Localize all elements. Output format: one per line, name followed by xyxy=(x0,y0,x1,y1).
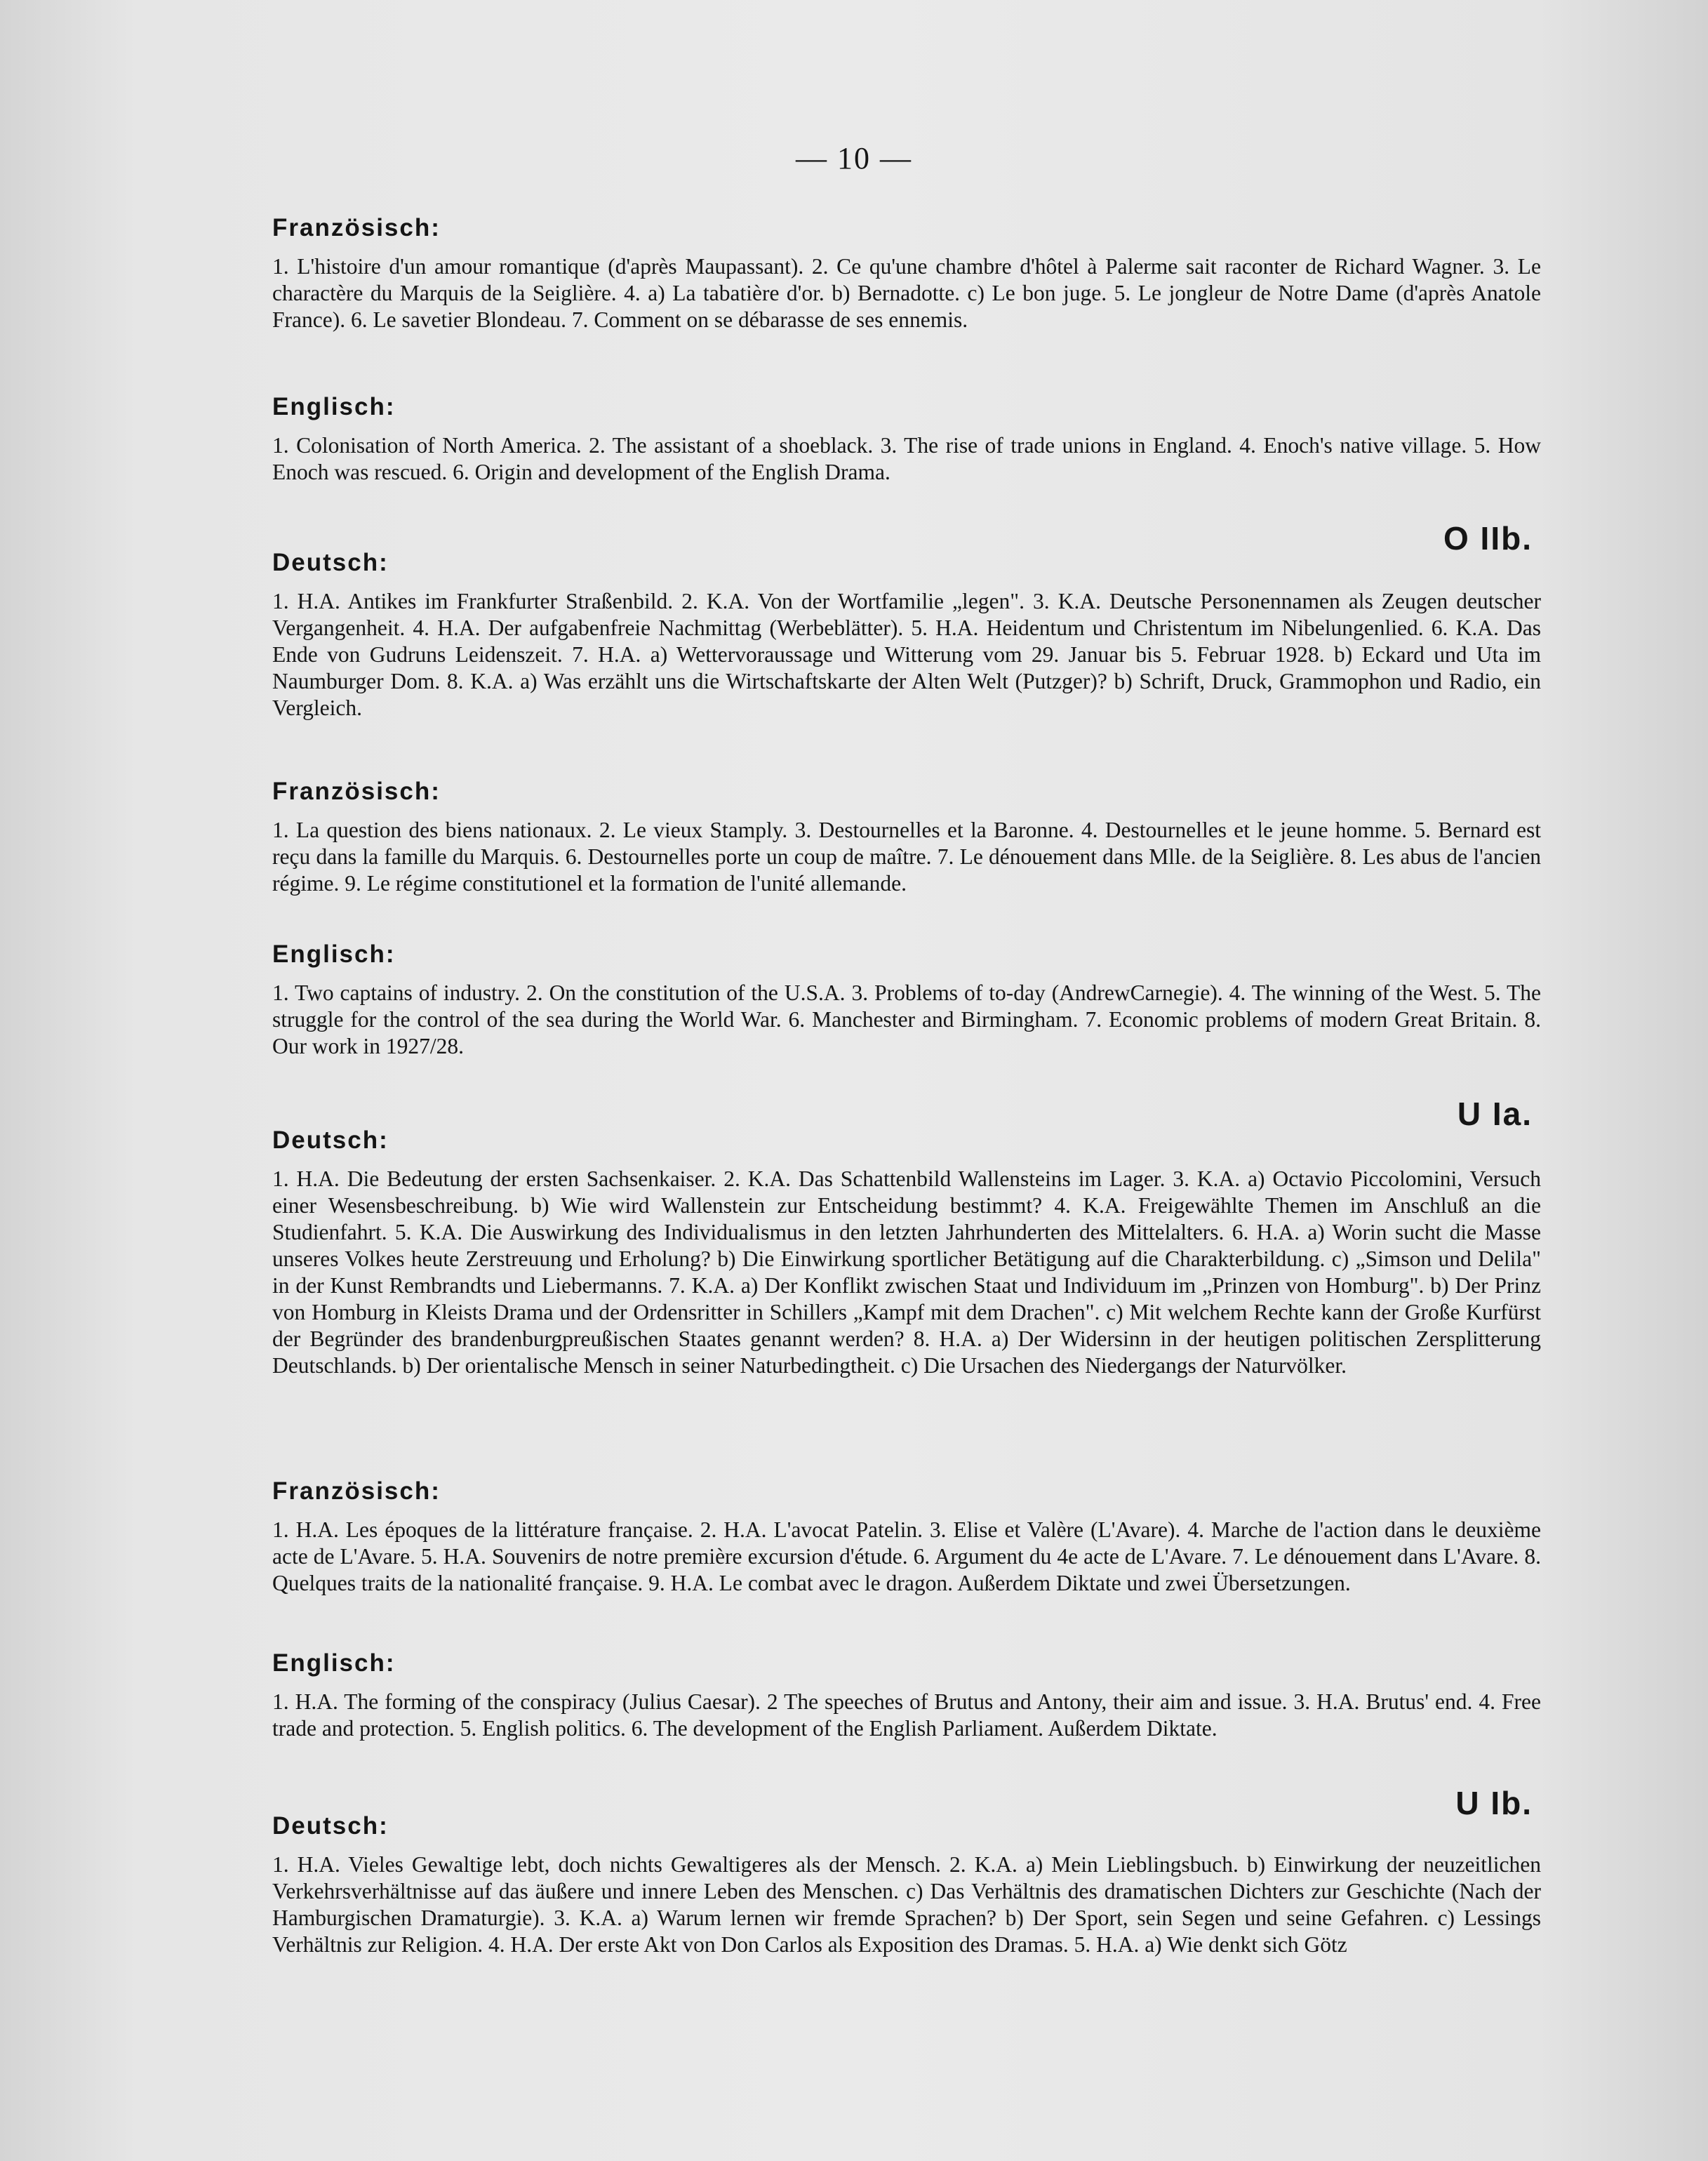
topic-list: 1. H.A. Antikes im Frankfurter Straßenbild. 2. K.A. Von der Wortfamilie „legen". 3. K.A. Deutsche Personennamen als Zeugen deutscher Vergangenheit. 4. H.A. Der aufgabenfreie Nachmittag (Werbeblätter). 5. H.A. Heidentum und Christentum im Nibelungenlied. 6. K.A. Das Ende von Gudruns Leidenszeit. 7. H.A. a) Wettervoraussage und Witterung vom 29. Januar bis 5. Februar 1928. b) Eckard und Uta im Naumburger Dom. 8. K.A. a) Was erzählt uns die Wirtschaftskarte der Alten Welt (Putzger)? b) Schrift, Druck, Grammophon und Radio, ein Vergleich. xyxy=(272,589,1541,720)
topic-list: 1. Two captains of industry. 2. On the constitution of the U.S.A. 3. Problems of to-day (AndrewCarnegie). 4. The winning of the West. 5. The struggle for the control of the sea during the World War. 6. Manchester and Birmingham. 7. Economic problems of modern Great Britain. 8. Our work in 1927/28. xyxy=(272,980,1541,1058)
section-block-englisch-1 xyxy=(272,393,1541,486)
subject-heading: Englisch: xyxy=(272,393,396,420)
section-block-deutsch-u-ib xyxy=(272,1812,1541,1958)
section-block-deutsch-u-ia xyxy=(272,1126,1541,1379)
topic-list: 1. L'histoire d'un amour romantique (d'après Maupassant). 2. Ce qu'une chambre d'hôtel à Palerme sait raconter de Richard Wagner. 3. Le charactère du Marquis de la Seiglière. 4. a) La tabatière d'or. b) Bernadotte. c) Le bon juge. 5. Le jongleur de Notre Dame (d'après Anatole France). 6. Le savetier Blondeau. 7. Comment on se débarasse de ses ennemis. xyxy=(272,254,1541,332)
subject-heading: Französisch: xyxy=(272,778,441,805)
subject-heading: Deutsch: xyxy=(272,1126,389,1154)
section-block-franzoesisch-o-iib xyxy=(272,778,1541,897)
subject-heading: Deutsch: xyxy=(272,549,389,576)
topic-list: 1. H.A. Die Bedeutung der ersten Sachsenkaiser. 2. K.A. Das Schattenbild Wallensteins im Lager. 3. K.A. a) Octavio Piccolomini, Versuch einer Wesensbeschreibung. b) Wie wird Wallenstein zur Entscheidung bestimmt? 4. K.A. Freigewählte Themen im Anschluß an die Studienfahrt. 5. K.A. Die Auswirkung des Individualismus in den letzten Jahrhunderten des Mittelalters. 6. H.A. a) Worin sucht die Masse unseres Volkes heute Zerstreuung und Erholung? b) Die Einwirkung sportlicher Betätigung auf die Charakterbildung. c) „Simson und Delila" in der Kunst Rembrandts und Liebermanns. 7. K.A. a) Der Konflikt zwischen Staat und Individuum im „Prinzen von Homburg". b) Der Prinz von Homburg in Kleists Drama und der Ordensritter in Schillers „Kampf mit dem Drachen". c) Mit welchem Rechte kann der Große Kurfürst der Begründer des brandenburgpreußischen Staates genannt werden? 8. H.A. a) Der Widersinn in der heutigen politischen Zersplitterung Deutschlands. b) Der orientalische Mensch in seiner Naturbedingtheit. c) Die Ursachen des Niedergangs der Naturvölker. xyxy=(272,1166,1541,1378)
class-title-u-ia: U Ia. xyxy=(1457,1096,1533,1132)
section-block-franzoesisch-1 xyxy=(272,214,1541,333)
page-number: — 10 — xyxy=(796,141,912,175)
topic-list: 1. La question des biens nationaux. 2. Le vieux Stamply. 3. Destournelles et la Baronne. 4. Destournelles et le jeune homme. 5. Bernard est reçu dans la famille du Marquis. 6. Destournelles porte un coup de maître. 7. Le dénouement dans Mlle. de la Seiglière. 8. Les abus de l'ancien régime. 9. Le régime constitutionel et la formation de l'unité allemande. xyxy=(272,818,1541,896)
subject-heading: Französisch: xyxy=(272,1477,441,1505)
subject-heading: Französisch: xyxy=(272,214,441,241)
topic-list: 1. H.A. Vieles Gewaltige lebt, doch nichts Gewaltigeres als der Mensch. 2. K.A. a) Mein Lieblingsbuch. b) Einwirkung der neuzeitlichen Verkehrsverhältnisse auf das äußere und innere Leben des Menschen. c) Das Verhältnis des dramatischen Dichters zur Geschichte (Nach der Hamburgischen Dramaturgie). 3. K.A. a) Warum lernen wir fremde Sprachen? b) Der Sport, sein Segen und seine Gefahren. c) Lessings Verhältnis zur Religion. 4. H.A. Der erste Akt von Don Carlos als Exposition des Dramas. 5. H.A. a) Wie denkt sich Götz xyxy=(272,1852,1541,1957)
topic-list: 1. H.A. Les époques de la littérature française. 2. H.A. L'avocat Patelin. 3. Elise et Valère (L'Avare). 4. Marche de l'action dans le deuxième acte de L'Avare. 5. H.A. Souvenirs de notre première excursion d'étude. 6. Argument du 4e acte de L'Avare. 7. Le dénouement dans L'Avare. 8. Quelques traits de la nationalité française. 9. H.A. Le combat avec le dragon. Außerdem Diktate und zwei Übersetzungen. xyxy=(272,1517,1541,1595)
section-block-englisch-o-iib xyxy=(272,940,1541,1060)
section-block-englisch-u-ia xyxy=(272,1649,1541,1742)
subject-heading: Deutsch: xyxy=(272,1812,389,1840)
subject-heading: Englisch: xyxy=(272,940,396,968)
class-title-o-iib: O IIb. xyxy=(1443,520,1533,557)
topic-list: 1. H.A. The forming of the conspiracy (Julius Caesar). 2 The speeches of Brutus and Antony, their aim and issue. 3. H.A. Brutus' end. 4. Free trade and protection. 5. English politics. 6. The development of the English Parliament. Außerdem Diktate. xyxy=(272,1689,1541,1741)
section-block-deutsch-o-iib xyxy=(272,549,1541,722)
topic-list: 1. Colonisation of North America. 2. The assistant of a shoeblack. 3. The rise of trade unions in England. 4. Enoch's native village. 5. How Enoch was rescued. 6. Origin and development of the English Drama. xyxy=(272,433,1541,484)
subject-heading: Englisch: xyxy=(272,1649,396,1677)
class-title-u-ib: U Ib. xyxy=(1455,1785,1533,1821)
section-block-franzoesisch-u-ia xyxy=(272,1477,1541,1597)
